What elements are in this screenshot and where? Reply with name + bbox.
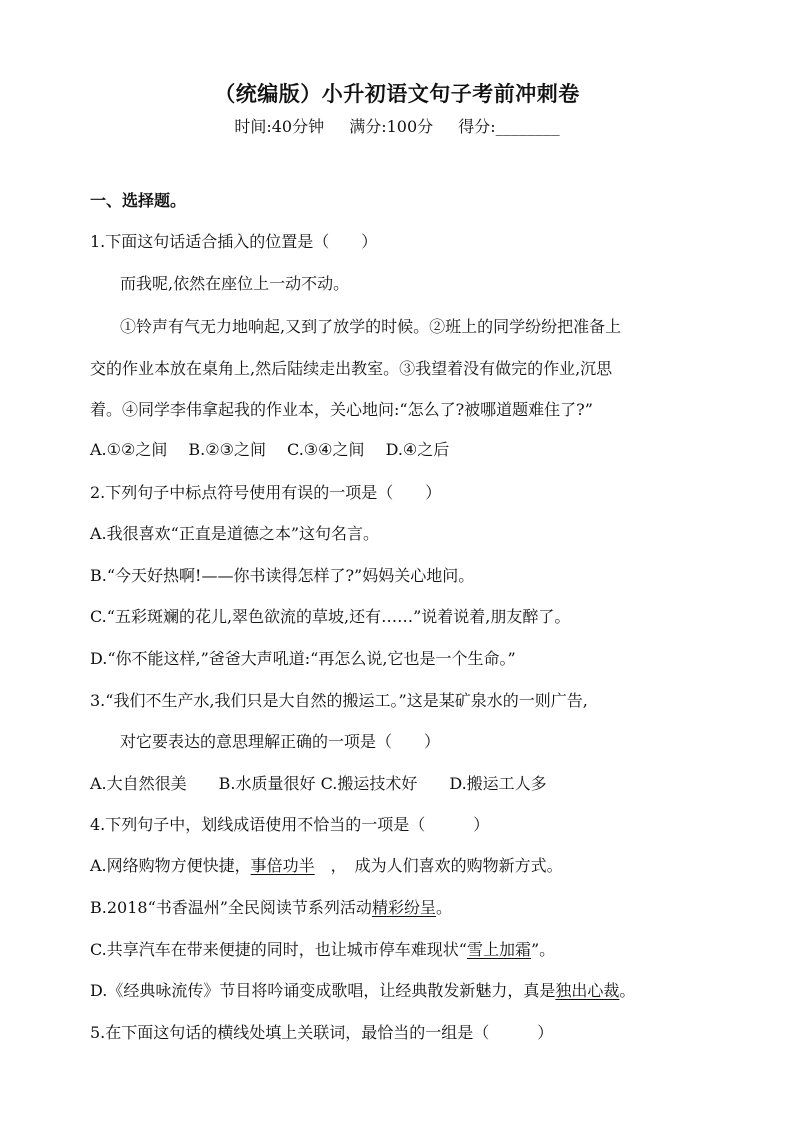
q1-insert-sentence: 而我呢,依然在座位上一动不动。 — [120, 274, 350, 293]
q1-paragraph-line-2: 交的作业本放在桌角上,然后陆续走出教室。③我望着没有做完的作业,沉思 — [90, 359, 613, 378]
exam-time: 时间:40分钟 — [234, 117, 325, 136]
exam-score-field: 得分:________ — [458, 117, 560, 136]
q1-paragraph-line-3: 着。④同学李伟拿起我的作业本，关心地问:“怎么了?被哪道题难住了?” — [90, 400, 593, 419]
q4-a-tail: ， 成为人们喜欢的购物新方式。 — [314, 856, 563, 875]
q4-a-text: A.网络购物方便快捷， — [90, 856, 251, 875]
q2-option-b: B.“今天好热啊!——你书读得怎样了?”妈妈关心地问。 — [90, 566, 475, 585]
q4-b-idiom: 精彩纷呈 — [371, 898, 436, 917]
q4-b-text: B.2018“书香温州”全民阅读节系列活动 — [90, 898, 372, 917]
exam-full-score: 满分:100分 — [349, 117, 434, 136]
q4-d-text: D.《经典咏流传》节目将吟诵变成歌唱，让经典散发新魅力，真是 — [90, 981, 556, 1000]
q4-option-b — [90, 895, 710, 918]
q4-a-idiom: 事倍功半 — [250, 856, 315, 875]
q4-d-tail: 。 — [619, 981, 636, 1000]
q1-options: A.①②之间 B.②③之间 C.③④之间 D.④之后 — [90, 440, 450, 459]
q4-c-text: C.共享汽车在带来便捷的同时，也让城市停车难现状“ — [90, 940, 467, 959]
q4-stem: 4.下列句子中，划线成语使用不恰当的一项是（ ） — [90, 815, 490, 834]
q1-stem: 1.下面这句话适合插入的位置是（ ） — [90, 232, 378, 251]
q4-b-tail: 。 — [435, 898, 452, 917]
q4-c-tail: ”。 — [530, 940, 556, 959]
q4-d-idiom: 独出心裁 — [555, 981, 620, 1000]
q3-options: A.大自然很美 B.水质量很好 C.搬运技术好 D.搬运工人多 — [90, 774, 547, 793]
q4-c-idiom: 雪上加霜 — [466, 940, 531, 959]
page-title: （统编版）小升初语文句子考前冲刺卷 — [214, 81, 580, 106]
q4-option-d — [90, 978, 710, 1001]
q4-option-c — [90, 937, 710, 960]
q2-option-c: C.“五彩斑斓的花儿,翠色欲流的草坡,还有……”说着说着,朋友醉了。 — [90, 607, 571, 626]
section-heading: 一、选择题。 — [90, 191, 187, 210]
exam-info — [0, 114, 794, 137]
q2-stem: 2.下列句子中标点符号使用有误的一项是（ ） — [90, 483, 442, 502]
q1-paragraph-line-1: ①铃声有气无力地响起,又到了放学的时候。②班上的同学纷纷把准备上 — [120, 317, 622, 336]
q4-option-a — [90, 853, 710, 876]
q3-stem-line-2: 对它要表达的意思理解正确的一项是（ ） — [120, 732, 441, 751]
q2-option-a: A.我很喜欢“正直是道德之本”这句名言。 — [90, 524, 380, 543]
q2-option-d: D.“你不能这样,”爸爸大声吼道:“再怎么说,它也是一个生命。” — [90, 649, 516, 668]
q3-stem-line-1: 3.“我们不生产水,我们只是大自然的搬运工。”这是某矿泉水的一则广告, — [90, 691, 588, 710]
q5-stem: 5.在下面这句话的横线处填上关联词，最恰当的一组是（ ） — [90, 1023, 554, 1042]
